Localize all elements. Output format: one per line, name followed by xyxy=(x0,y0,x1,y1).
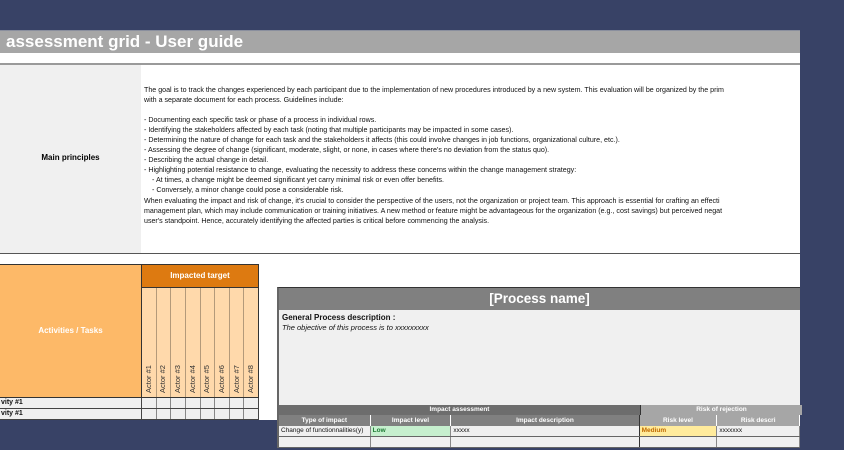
type-of-impact-cell[interactable] xyxy=(279,437,371,447)
actor-header-cell[interactable]: Actor #4 xyxy=(186,288,201,397)
table-row xyxy=(277,426,800,437)
actor-header-row xyxy=(141,288,259,398)
principles-label-cell[interactable] xyxy=(0,65,141,253)
impact-level-cell[interactable] xyxy=(371,437,452,447)
principle-line: When evaluating the impact and risk of change, it's crucial to consider the perspective of the users, not the organization or project team. This approach is essential for crafting an effecti xyxy=(144,196,720,205)
actor-header-cell[interactable]: Actor #7 xyxy=(230,288,245,397)
risk-level-cell[interactable]: Medium xyxy=(640,426,718,436)
impact-description-cell[interactable] xyxy=(451,437,639,447)
principle-line xyxy=(144,105,844,115)
principle-line: user's standpoint. Hence, accurately identifying the affected parties is critical before commencing the analysis. xyxy=(144,216,490,225)
risk-level-cell[interactable] xyxy=(640,437,718,447)
process-description-title: General Process description : xyxy=(282,313,396,322)
col-impact-description[interactable]: Impact description xyxy=(451,415,639,426)
principle-line: - Identifying the stakeholders affected by each task (noting that multiple participants may be impacted in some cases). xyxy=(144,126,514,135)
impact-level-cell[interactable]: Low xyxy=(371,426,452,436)
impacted-target-header-cell[interactable] xyxy=(141,264,259,288)
table-row xyxy=(277,437,800,448)
process-name-cell[interactable] xyxy=(277,287,800,310)
principles-label: Main principles xyxy=(41,153,100,162)
actor-header-cell[interactable]: Actor #1 xyxy=(142,288,157,397)
principle-line: - Assessing the degree of change (significant, moderate, slight, or none, in cases where there's no deviation from the status quo). xyxy=(144,146,550,155)
process-description-cell[interactable] xyxy=(277,310,800,405)
actor-cells[interactable] xyxy=(141,398,259,408)
principle-line: - Conversely, a minor change could pose a considerable risk. xyxy=(152,186,344,195)
impacted-target-header: Impacted target xyxy=(170,271,230,280)
activity-name: vity #1 xyxy=(1,399,23,406)
activities-header: Activities / Tasks xyxy=(38,326,103,335)
impact-description-cell[interactable]: xxxxx xyxy=(451,426,639,436)
divider xyxy=(0,253,800,254)
actor-header-cell[interactable]: Actor #5 xyxy=(201,288,216,397)
col-risk-level[interactable]: Risk level xyxy=(640,415,718,426)
principle-line: - At times, a change might be deemed significant yet carry minimal risk or even offer benefits. xyxy=(152,176,445,185)
activities-header-cell[interactable] xyxy=(0,264,141,398)
spreadsheet xyxy=(0,30,800,434)
principle-line: - Documenting each specific task or phase of a process in individual rows. xyxy=(144,116,377,125)
principles-text-cell[interactable] xyxy=(144,85,844,226)
risk-description-cell[interactable]: xxxxxxx xyxy=(717,426,800,436)
principle-line: The goal is to track the changes experienced by each participant due to the implementation of new procedures introduced by a new system. This evaluation will be organized by the prim xyxy=(144,86,724,94)
col-impact-level[interactable]: Impact level xyxy=(371,415,452,426)
activity-row[interactable] xyxy=(0,409,259,420)
type-of-impact-cell[interactable]: Change of functionnalities(y) xyxy=(279,426,371,436)
column-header-row xyxy=(277,415,800,426)
group-header-row xyxy=(277,405,800,415)
process-description-text: The objective of this process is to xxxxxxxxx xyxy=(282,323,429,332)
actor-header-cell[interactable]: Actor #6 xyxy=(215,288,230,397)
page-title: assessment grid - User guide xyxy=(6,32,244,51)
principle-line: - Determining the nature of change for each task and the stakeholders it affects (this could involve changes in job functions, organizational culture, etc.). xyxy=(144,136,620,145)
risk-description-cell[interactable] xyxy=(717,437,800,447)
actor-header-cell[interactable]: Actor #3 xyxy=(171,288,186,397)
impact-assessment-header[interactable]: Impact assessment xyxy=(279,405,641,415)
principle-line: - Highlighting potential resistance to change, evaluating the necessity to address these concerns within the change management strategy: xyxy=(144,166,577,175)
principle-line: with a separate document for each process. Guidelines include: xyxy=(144,96,344,105)
window-top-band xyxy=(0,0,800,30)
risk-of-rejection-header[interactable]: Risk of rejection xyxy=(641,405,802,415)
principle-line: - Describing the actual change in detail. xyxy=(144,156,269,165)
actor-cells[interactable] xyxy=(141,409,259,419)
col-risk-description[interactable]: Risk descri xyxy=(717,415,800,426)
actor-header-cell[interactable]: Actor #2 xyxy=(157,288,172,397)
actor-header-cell[interactable]: Actor #8 xyxy=(246,365,256,393)
activity-name: vity #1 xyxy=(1,410,23,417)
col-type-of-impact[interactable]: Type of impact xyxy=(279,415,371,426)
activity-row[interactable] xyxy=(0,398,259,409)
principle-line: management plan, which may include communication or training initiatives. A new method or feature might be advantageous for the organization (e.g., cost savings) but perceived negat xyxy=(144,206,723,215)
title-bar xyxy=(0,30,800,53)
process-name: [Process name] xyxy=(489,291,590,306)
